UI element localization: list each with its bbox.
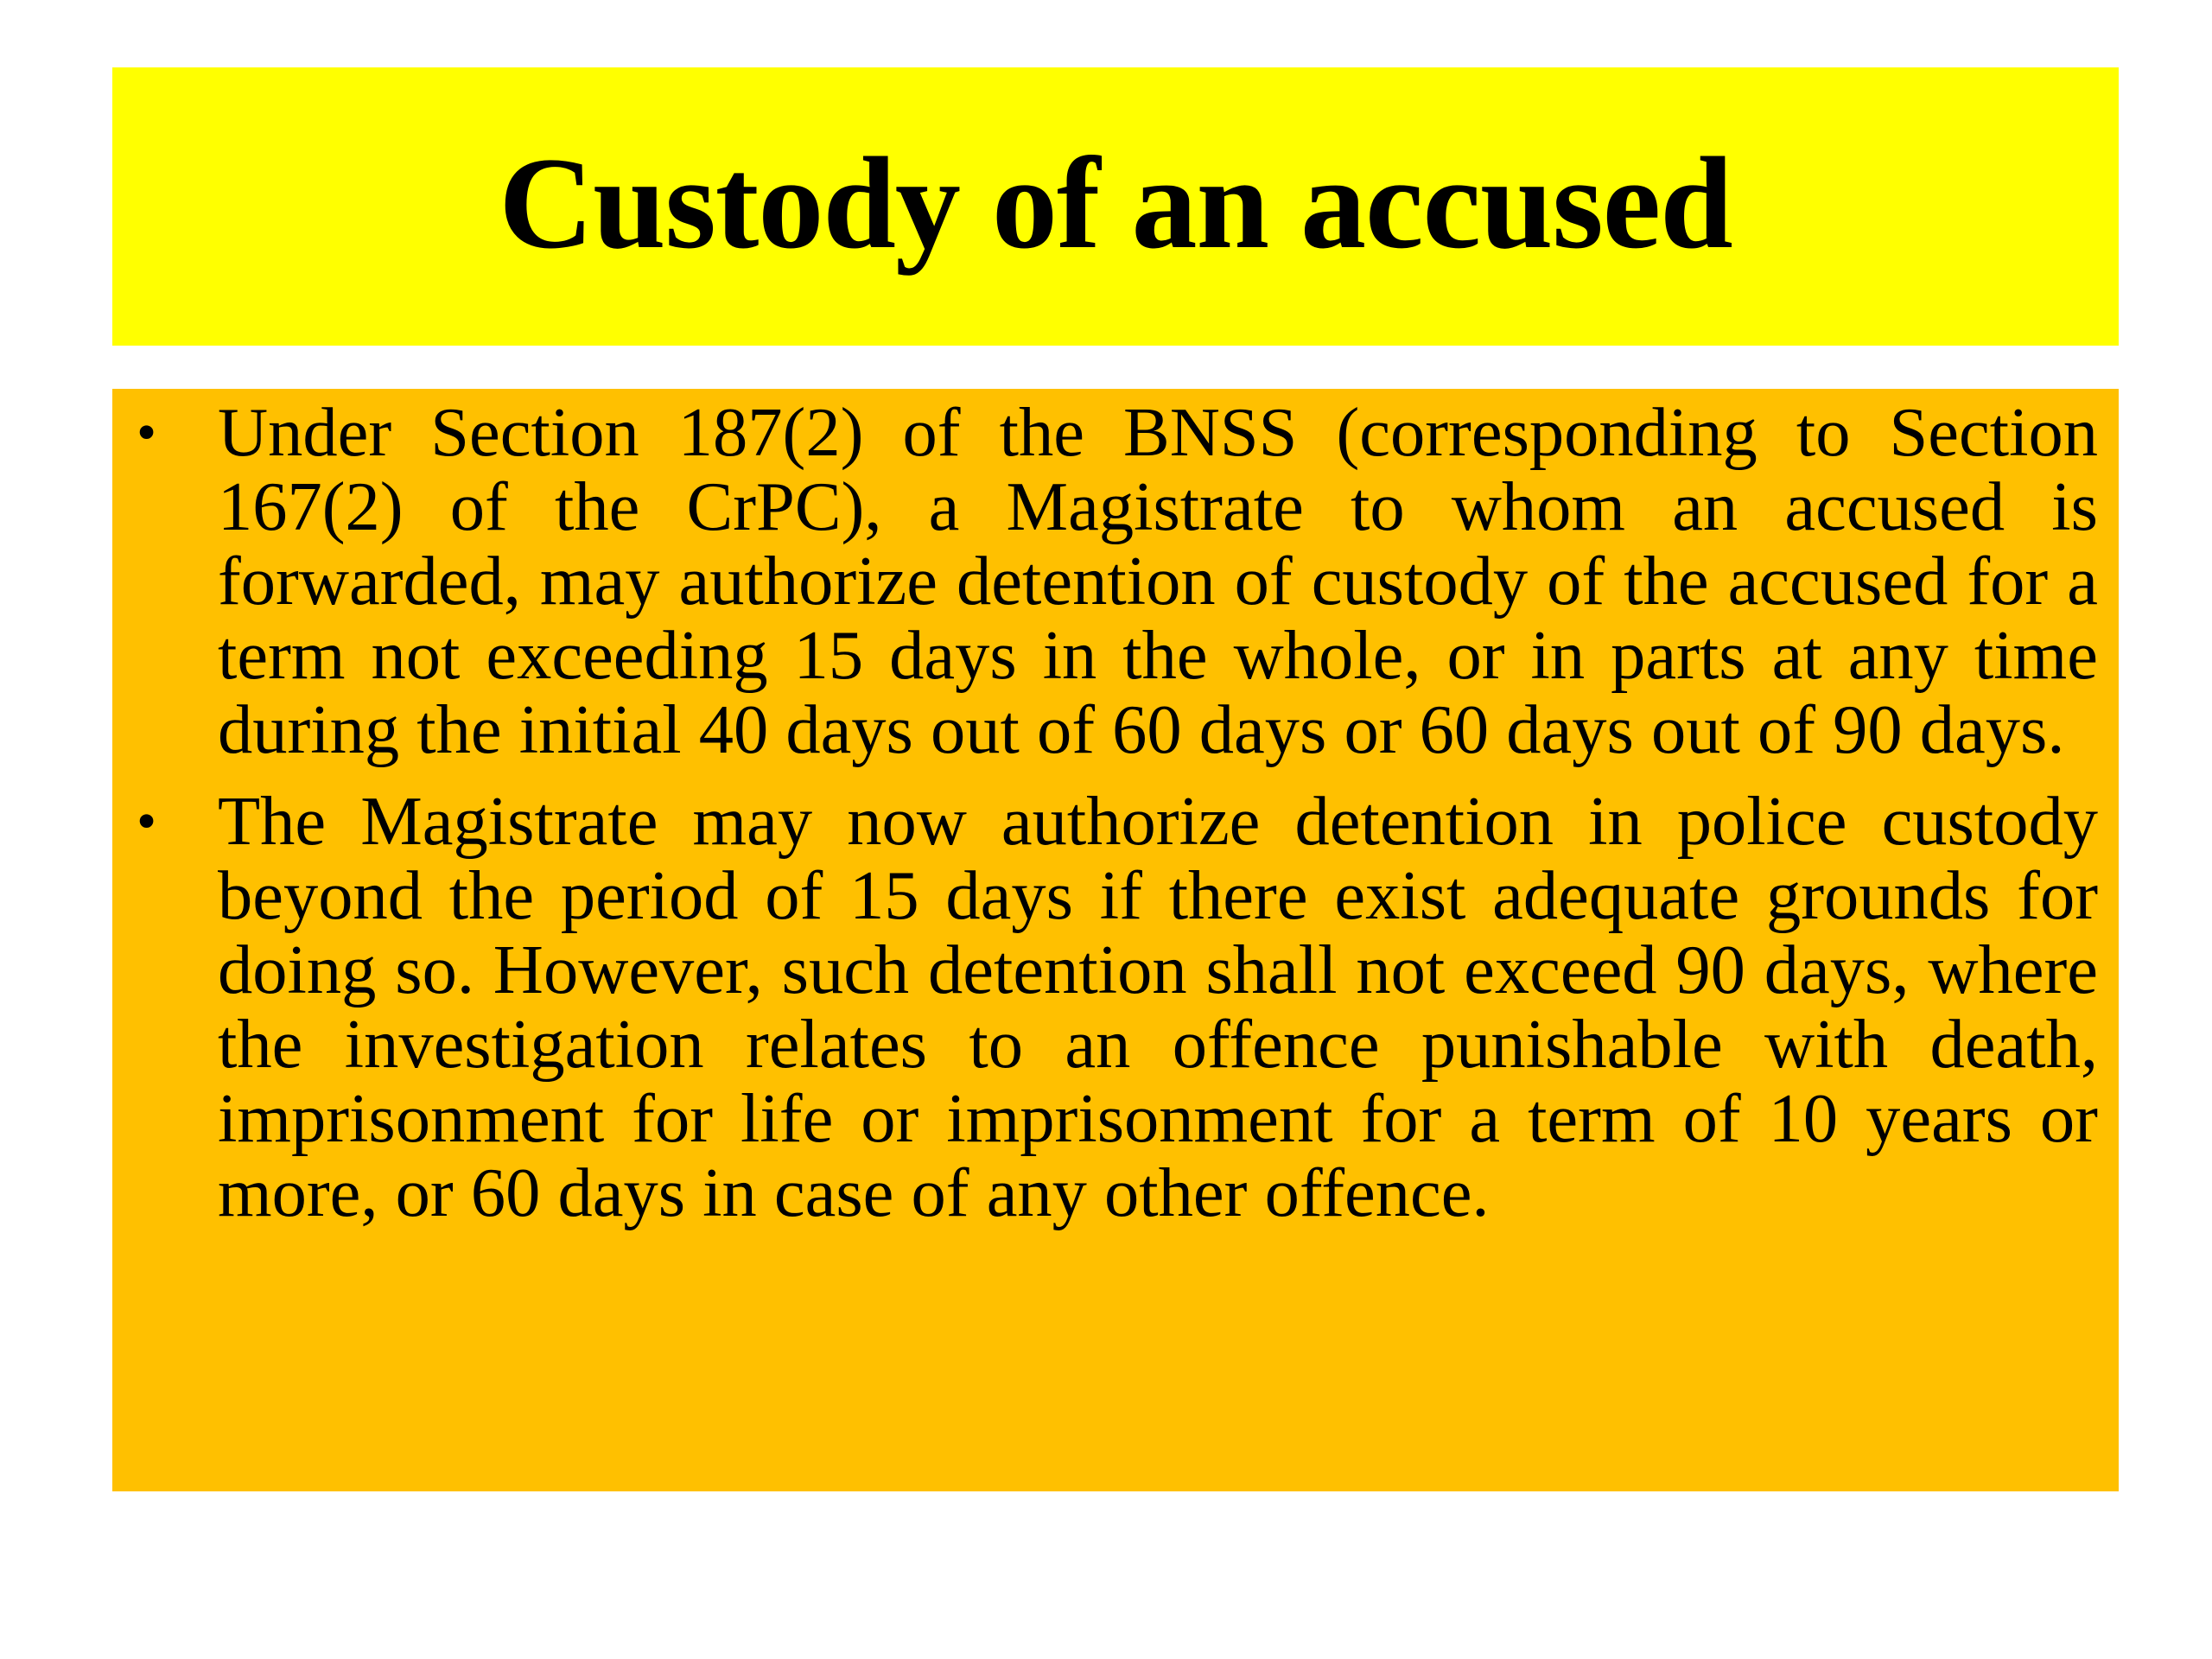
- bullet-list: [112, 396, 2098, 1230]
- content-panel: [112, 389, 2119, 1491]
- bullet-marker: •: [137, 790, 157, 853]
- bullet-item-police-custody-beyond-15-days: [112, 785, 2098, 1230]
- bullet-marker: •: [137, 401, 157, 464]
- bullet-text: Under Section 187(2) of the BNSS (corresponding to Section 167(2) of the CrPC), a Magistrate to whom an accused is forwarded, may authorize detention of custody of the accused for a term not exceeding 15 days in the whole, or in parts at any time during the initial 40 days out of 60 days or 60 days out of 90 days.: [218, 394, 2098, 768]
- bullet-text: The Magistrate may now authorize detention in police custody beyond the period of 15 days if there exist adequate grounds for doing so. However, such detention shall not exceed 90 days, where the investigation relates to an offence punishable with death, imprisonment for life or imprisonment for a term of 10 years or more, or 60 days in case of any other offence.: [218, 783, 2098, 1231]
- title-banner: [112, 67, 2119, 346]
- bullet-item-detention-15-days: [112, 396, 2098, 767]
- slide-title: Custody of an accused: [499, 130, 1732, 276]
